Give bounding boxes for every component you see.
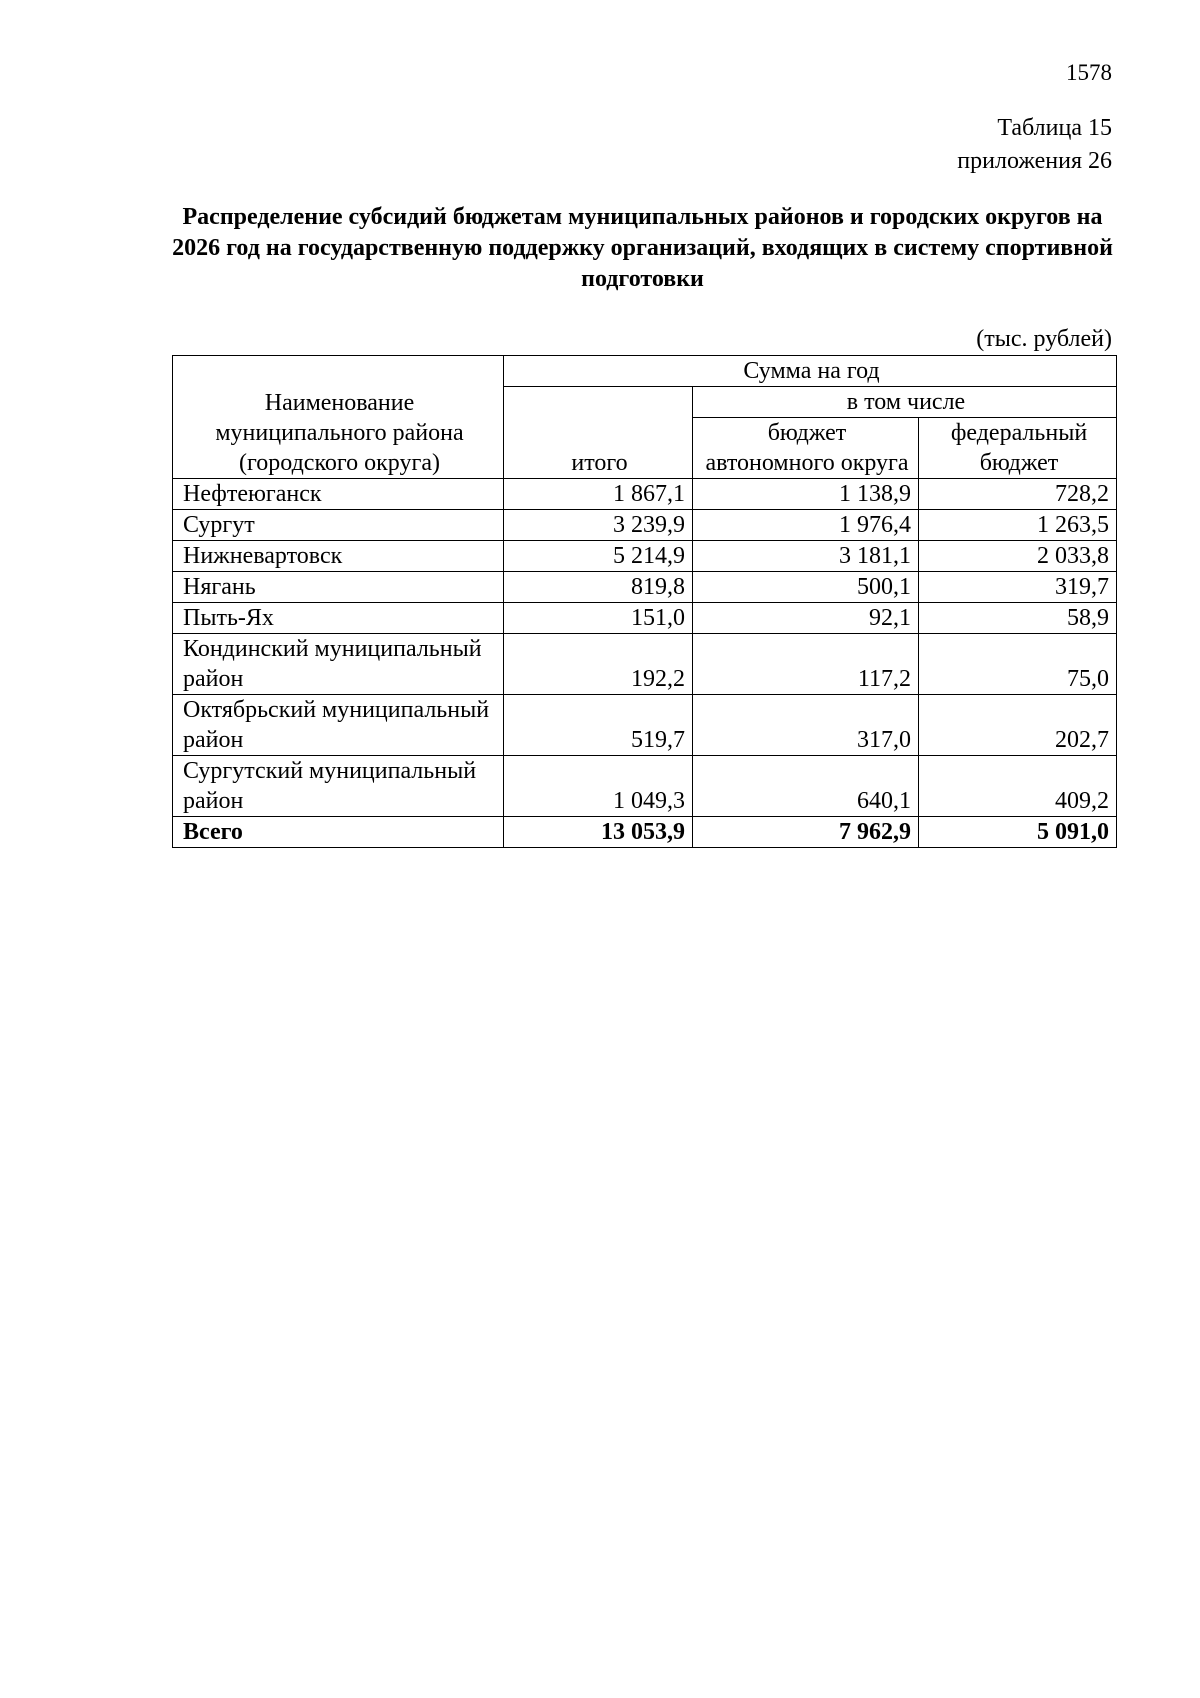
row-ao-budget: 1 138,9 xyxy=(693,479,919,510)
table-row xyxy=(173,510,1117,541)
unit-note: (тыс. рублей) xyxy=(976,326,1112,352)
row-federal-budget: 75,0 xyxy=(919,634,1117,695)
row-name: Пыть-Ях xyxy=(173,603,504,634)
row-total: 151,0 xyxy=(504,603,693,634)
row-total: 1 867,1 xyxy=(504,479,693,510)
table-row xyxy=(173,756,1117,817)
row-ao-budget: 3 181,1 xyxy=(693,541,919,572)
table-reference-appendix: приложения 26 xyxy=(957,148,1112,174)
row-federal-budget: 409,2 xyxy=(919,756,1117,817)
row-federal-budget: 319,7 xyxy=(919,572,1117,603)
total-sum: 13 053,9 xyxy=(504,817,693,848)
header-federal-budget: федеральный бюджет xyxy=(919,418,1117,479)
row-total: 3 239,9 xyxy=(504,510,693,541)
total-label: Всего xyxy=(173,817,504,848)
row-ao-budget: 500,1 xyxy=(693,572,919,603)
row-ao-budget: 92,1 xyxy=(693,603,919,634)
row-name: Нефтеюганск xyxy=(173,479,504,510)
row-name: Октябрьский муниципальный район xyxy=(173,695,504,756)
row-total: 1 049,3 xyxy=(504,756,693,817)
table-row xyxy=(173,479,1117,510)
row-federal-budget: 2 033,8 xyxy=(919,541,1117,572)
table-reference xyxy=(957,112,1112,178)
row-federal-budget: 1 263,5 xyxy=(919,510,1117,541)
row-total: 519,7 xyxy=(504,695,693,756)
table-row xyxy=(173,572,1117,603)
row-total: 819,8 xyxy=(504,572,693,603)
row-federal-budget: 728,2 xyxy=(919,479,1117,510)
row-federal-budget: 202,7 xyxy=(919,695,1117,756)
total-federal-budget: 5 091,0 xyxy=(919,817,1117,848)
header-name: Наименование муниципального района (городского округа) xyxy=(173,356,504,479)
table-row xyxy=(173,634,1117,695)
table-row xyxy=(173,541,1117,572)
table-row xyxy=(173,695,1117,756)
total-ao-budget: 7 962,9 xyxy=(693,817,919,848)
table-row xyxy=(173,603,1117,634)
row-ao-budget: 1 976,4 xyxy=(693,510,919,541)
row-ao-budget: 117,2 xyxy=(693,634,919,695)
row-total: 5 214,9 xyxy=(504,541,693,572)
subsidy-distribution-table xyxy=(172,355,1117,848)
row-ao-budget: 640,1 xyxy=(693,756,919,817)
table-reference-number: Таблица 15 xyxy=(997,115,1112,141)
row-total: 192,2 xyxy=(504,634,693,695)
header-total: итого xyxy=(504,387,693,479)
header-including: в том числе xyxy=(693,387,1117,418)
row-name: Нижневартовск xyxy=(173,541,504,572)
row-federal-budget: 58,9 xyxy=(919,603,1117,634)
header-sum-year: Сумма на год xyxy=(504,356,1117,387)
header-ao-budget: бюджет автономного округа xyxy=(693,418,919,479)
row-name: Сургутский муниципальный район xyxy=(173,756,504,817)
header-row-1 xyxy=(173,356,1117,387)
row-ao-budget: 317,0 xyxy=(693,695,919,756)
total-row xyxy=(173,817,1117,848)
row-name: Сургут xyxy=(173,510,504,541)
document-title: Распределение субсидий бюджетам муниципальных районов и городских округов на 2026 год на государственную поддержку организаций, входящих в систему спортивной подготовки xyxy=(172,204,1113,292)
page-number: 1578 xyxy=(1066,60,1112,85)
row-name: Нягань xyxy=(173,572,504,603)
row-name: Кондинский муниципальный район xyxy=(173,634,504,695)
